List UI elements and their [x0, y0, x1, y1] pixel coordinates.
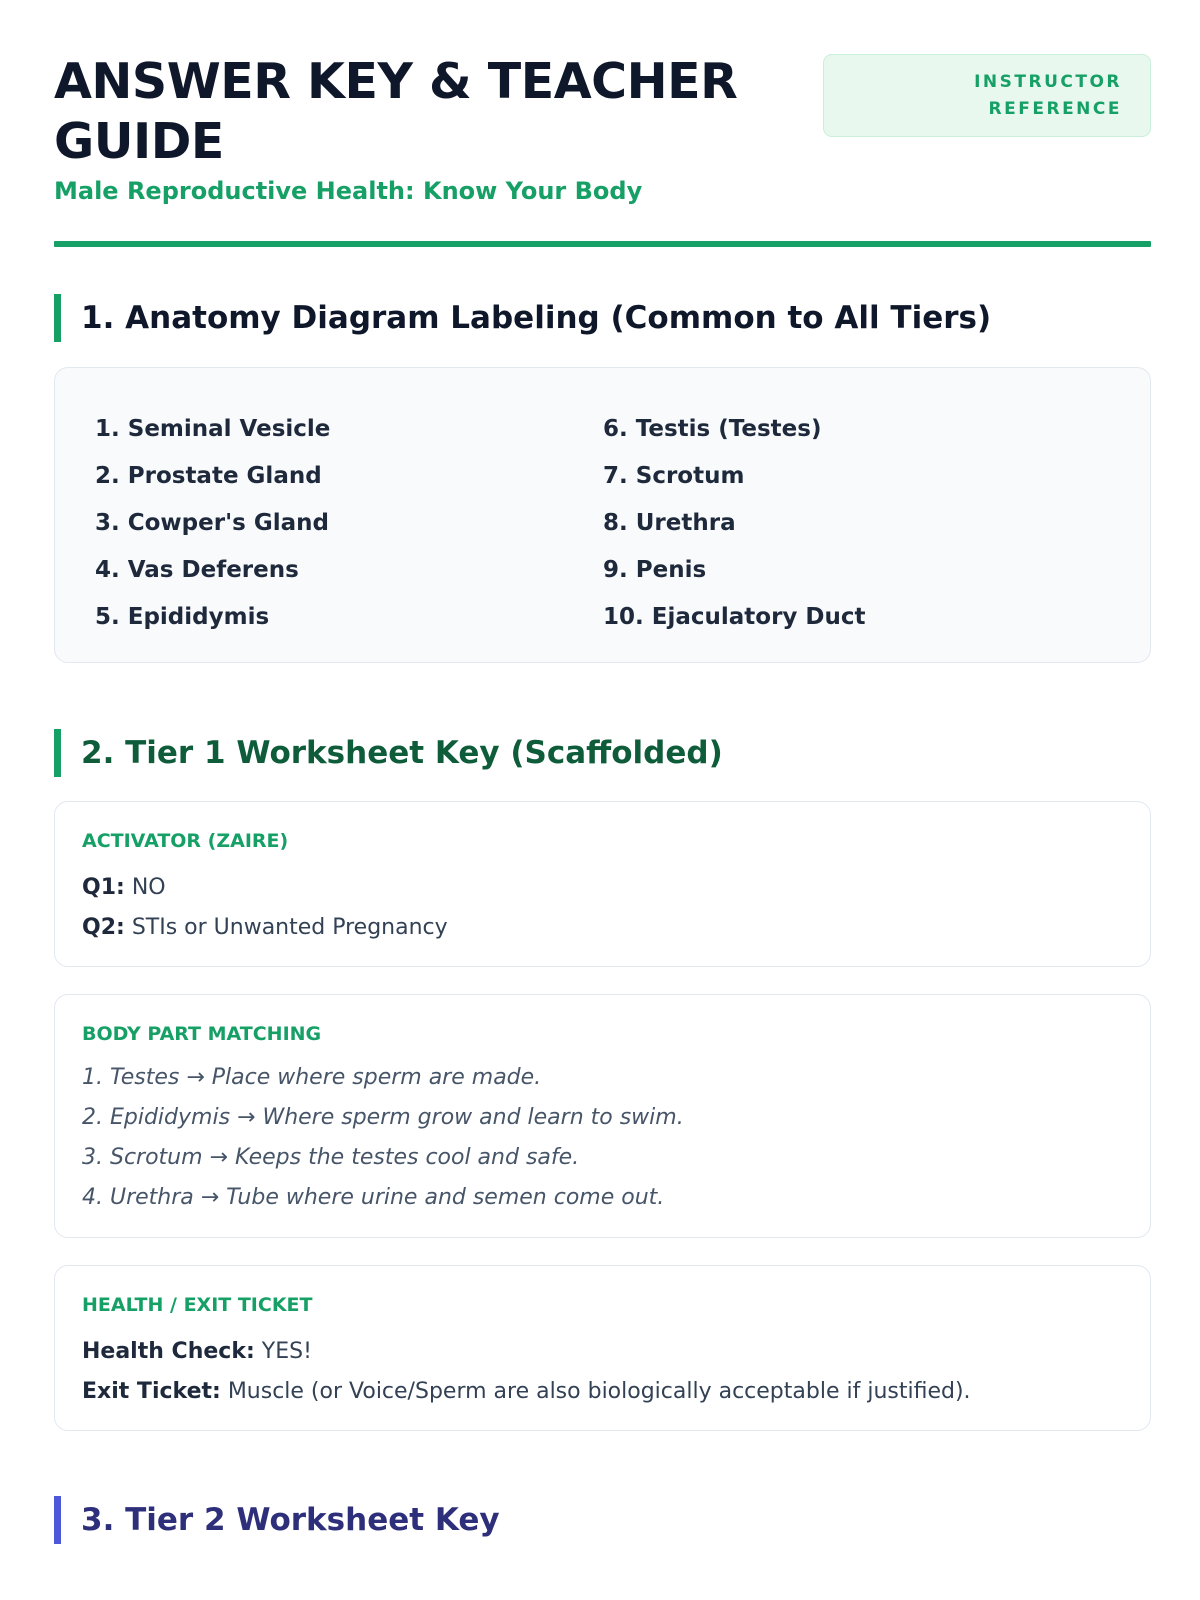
anatomy-label: 9. Penis: [603, 557, 707, 583]
health-check-label: Health Check:: [82, 1339, 255, 1364]
anatomy-labels-box: [54, 367, 1151, 663]
q2-answer: STIs or Unwanted Pregnancy: [131, 915, 448, 940]
header-divider: [54, 241, 1151, 247]
matching-item: 3. Scrotum → Keeps the testes cool and safe.: [82, 1145, 580, 1170]
anatomy-labels-right-column: [603, 406, 1083, 641]
section-1-heading: 1. Anatomy Diagram Labeling (Common to All Tiers): [54, 294, 1151, 342]
page-title: ANSWER KEY & TEACHER GUIDE: [54, 53, 738, 170]
anatomy-label: 2. Prostate Gland: [95, 463, 322, 489]
matching-card-body: [82, 1058, 1122, 1218]
exit-ticket-line: [82, 1372, 1122, 1412]
health-check-line: [82, 1332, 1122, 1372]
anatomy-label: 6. Testis (Testes): [603, 416, 822, 442]
anatomy-label: 1. Seminal Vesicle: [95, 416, 331, 442]
instructor-reference-badge: [823, 54, 1151, 137]
page-header: [54, 52, 1151, 252]
anatomy-label: 8. Urethra: [603, 510, 736, 536]
activator-card: [54, 801, 1151, 967]
page-subtitle: Male Reproductive Health: Know Your Body: [54, 177, 643, 205]
anatomy-label: 4. Vas Deferens: [95, 557, 299, 583]
answer-line-q1: [82, 868, 1122, 908]
q2-label: Q2:: [82, 915, 125, 940]
q1-label: Q1:: [82, 875, 125, 900]
health-check-answer: YES!: [261, 1339, 312, 1364]
badge-line-2: REFERENCE: [988, 99, 1122, 119]
anatomy-label: 3. Cowper's Gland: [95, 510, 329, 536]
activator-card-title: ACTIVATOR (ZAIRE): [82, 830, 289, 852]
exit-ticket-answer: Muscle (or Voice/Sperm are also biologically acceptable if justified).: [227, 1379, 971, 1404]
answer-key-page: [54, 0, 1151, 1600]
badge-line-1: INSTRUCTOR: [974, 72, 1122, 92]
matching-item: 2. Epididymis → Where sperm grow and learn to swim.: [82, 1105, 684, 1130]
exit-ticket-card-title: HEALTH / EXIT TICKET: [82, 1294, 313, 1316]
matching-card-title: BODY PART MATCHING: [82, 1023, 322, 1045]
activator-card-body: [82, 868, 1122, 948]
anatomy-label: 5. Epididymis: [95, 604, 270, 630]
answer-line-q2: [82, 908, 1122, 948]
anatomy-label: 10. Ejaculatory Duct: [603, 604, 866, 630]
section-3-heading: 3. Tier 2 Worksheet Key: [54, 1496, 1151, 1544]
anatomy-label: 7. Scrotum: [603, 463, 745, 489]
q1-answer: NO: [131, 875, 166, 900]
matching-item: 1. Testes → Place where sperm are made.: [82, 1065, 542, 1090]
exit-ticket-label: Exit Ticket:: [82, 1379, 221, 1404]
section-2-heading: 2. Tier 1 Worksheet Key (Scaffolded): [54, 729, 1151, 777]
matching-card: [54, 994, 1151, 1238]
anatomy-labels-left-column: [95, 406, 575, 641]
exit-ticket-card: [54, 1265, 1151, 1431]
exit-ticket-card-body: [82, 1332, 1122, 1412]
matching-item: 4. Urethra → Tube where urine and semen come out.: [82, 1185, 665, 1210]
